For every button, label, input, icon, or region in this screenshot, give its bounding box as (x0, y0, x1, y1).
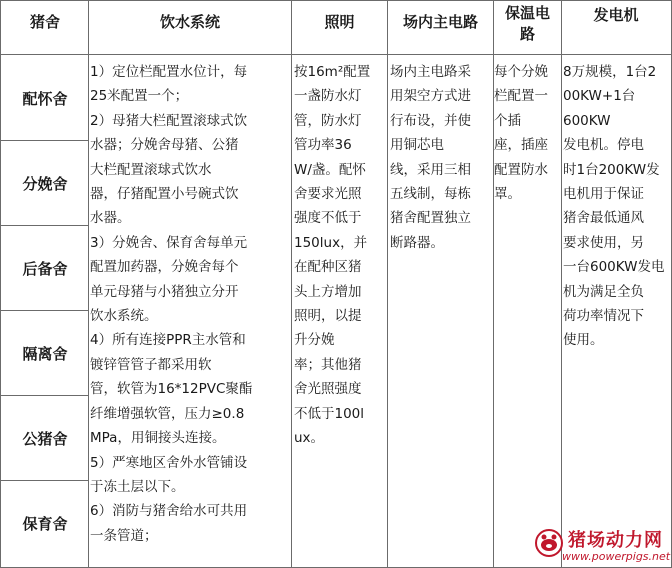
lighting-content: 按16m²配置 一盏防水灯 管，防水灯 管功率36 W/盏。配怀 舍要求光照 强度不低于 150lux，并 在配种区猪 头上方增加 照明，以提 升分娩 率；其他猪 舍光照强度 不低于100l ux。 (294, 64, 371, 447)
header-water-system: 饮水系统 (159, 13, 220, 31)
water-system-content: 1）定位栏配置水位计，每 25米配置一个； 2）母猪大栏配置滚球式饮 水器；分娩舍母猪、公猪 大栏配置滚球式饮水 器，仔猪配置小号碗式饮 水器。 3）分娩舍、保育舍每单元 配置加药器，分娩舍每个 单元母猪与小猪独立分开 饮水系统。 4）所有连接PPR主水管和 镀锌管管子都采用软 管，软管为16*12PVC聚酯 纤维增强软管，压力≥0.8 MPa，用铜接头连接。 5）严寒地区舍外水管铺设 于冻土层以下。 6）消防与猪舍给水可共用 一条管道； (90, 64, 253, 544)
column-divider (493, 0, 494, 568)
row-divider (0, 225, 89, 226)
header-lighting: 照明 (324, 13, 355, 31)
row-divider (0, 395, 89, 396)
row-label-gilt: 后备舍 (22, 259, 68, 278)
header-heat-circuit: 保温电 路 (504, 4, 550, 43)
row-label-nursery: 保育舍 (22, 515, 68, 533)
table-border-left (0, 0, 1, 568)
header-pig-house: 猪舍 (29, 13, 60, 31)
column-divider (561, 0, 562, 568)
row-label-boar: 公猪舍 (22, 429, 68, 448)
header-divider (0, 54, 672, 55)
column-divider (291, 0, 292, 568)
heat-circuit-content: 每个分娩 栏配置一 个插 座，插座 配置防水 罩。 (494, 64, 548, 203)
generator-content: 8万规模，1台2 00KW+1台600KW 发电机。停电 时1台200KW发 电机用于保证 猪舍最低通风 要求使用，另 一台600KW发电 机为满足全负 荷功率情况下 使用。 (563, 64, 665, 349)
header-generator: 发电机 (593, 6, 639, 24)
row-label-breeding: 配怀舍 (22, 89, 68, 108)
header-main-circuit: 场内主电路 (402, 13, 478, 31)
main-circuit-content: 场内主电路采 用架空方式进 行布设，并使 用铜芯电 线，采用三相 五线制，每栋 猪舍配置独立 断路器。 (390, 64, 471, 251)
column-divider (387, 0, 388, 568)
row-label-isolation: 隔离舍 (22, 344, 68, 363)
watermark-name: 猪场动力网 (568, 530, 663, 551)
pig-logo-icon (534, 528, 564, 558)
watermark-url: www.powerpigs.net (562, 550, 671, 563)
column-divider (88, 0, 89, 568)
table-border-top (0, 0, 672, 1)
row-divider (0, 310, 89, 311)
row-label-farrowing: 分娩舍 (22, 174, 68, 193)
row-divider (0, 140, 89, 141)
site-watermark (532, 524, 671, 566)
row-divider (0, 480, 89, 481)
